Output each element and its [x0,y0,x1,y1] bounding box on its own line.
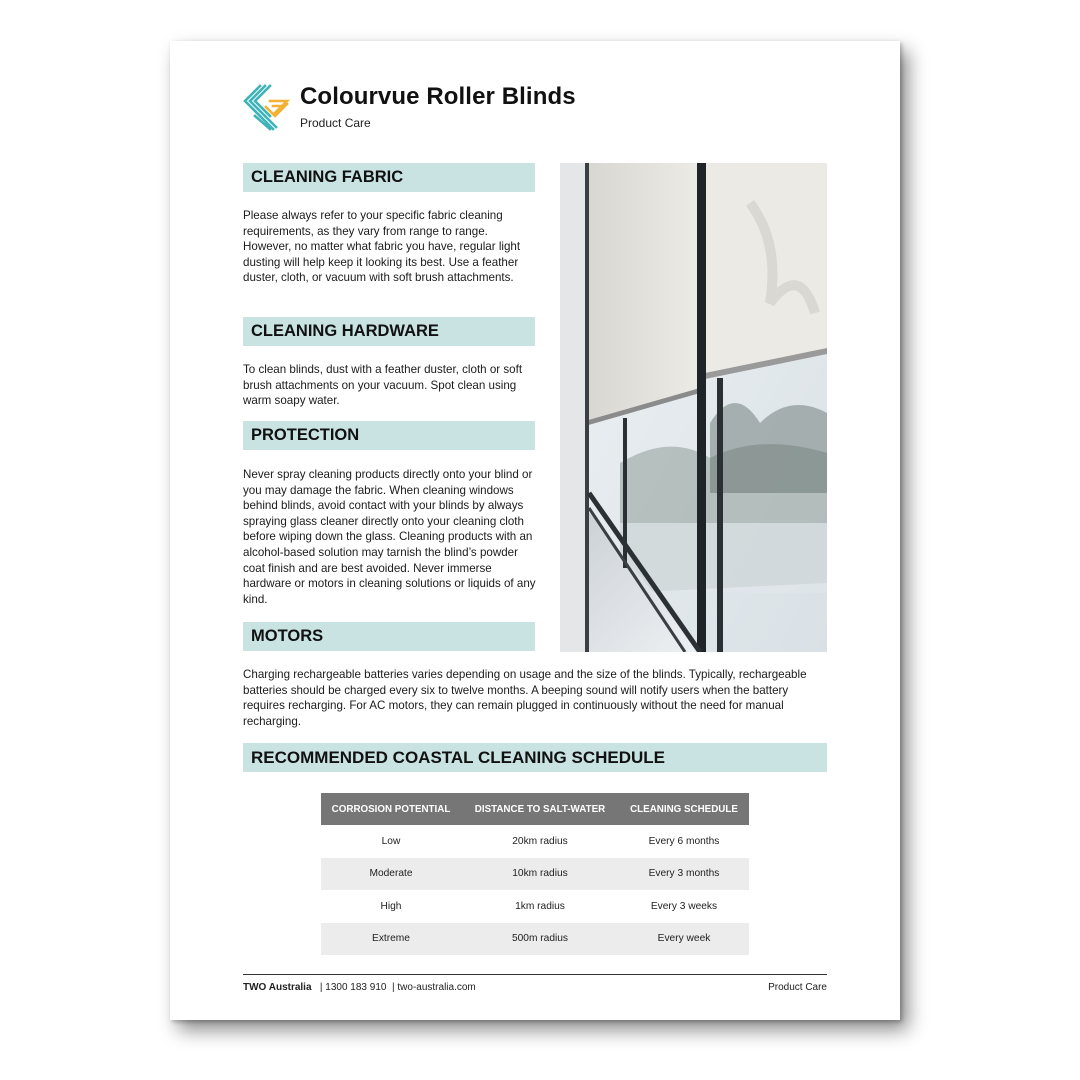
text-cleaning-hardware: To clean blinds, dust with a feather duster, cloth or soft brush attachments on your vacuum. Spot clean using warm soapy water. [243,363,523,408]
cell-schedule: Every week [657,933,711,945]
heading-cleaning-fabric: CLEANING FABRIC [243,163,535,192]
colourvue-logo-icon [242,83,290,131]
text-cleaning-fabric: Please always refer to your specific fabric cleaning requirements, as they vary from range to range. However, no matter what fabric you have, regular light dusting will help keep it looking its best. Use a feather duster, cloth, or vacuum with soft brush attachments. [243,209,521,285]
cell-schedule: Every 3 weeks [650,900,718,912]
footer-company: TWO Australia [243,982,312,993]
heading-protection: PROTECTION [243,421,535,450]
column-header-corrosion: CORROSION POTENTIAL [331,803,451,815]
footer-doc-label: Product Care [768,982,827,993]
cell-schedule: Every 6 months [648,835,720,847]
cell-distance: 20km radius [512,835,568,847]
heading-coastal-schedule: RECOMMENDED COASTAL CLEANING SCHEDULE [243,743,827,772]
heading-motors: MOTORS [243,622,535,651]
cell-schedule: Every 3 months [648,868,720,880]
cell-corrosion: Extreme [372,933,410,945]
column-header-distance: DISTANCE TO SALT-WATER [474,803,606,815]
footer-separator: | [319,982,323,993]
footer-phone: 1300 183 910 [325,982,387,993]
cleaning-schedule-table [321,793,749,955]
text-motors: Charging rechargeable batteries varies depending on usage and the size of the blinds. Typically, rechargeable batteries should be charged every six to twelve months. A beeping sound will notify users when the battery requires recharging. For AC motors, they can remain plugged in continuously without the need for manual recharging. [243,668,807,728]
table-row [321,825,749,858]
cell-distance: 500m radius [511,933,569,945]
footer-separator: | [392,982,395,993]
cell-corrosion: Moderate [369,868,413,880]
roller-blinds-photo [560,163,827,652]
table-header-row [321,793,749,825]
document-page [170,41,900,1020]
cell-distance: 1km radius [515,900,565,912]
footer-contact [243,982,476,993]
table-row [321,890,749,923]
column-header-schedule: CLEANING SCHEDULE [630,803,738,815]
cell-corrosion: Low [381,835,401,847]
footer-divider [243,974,827,975]
document-subtitle: Product Care [300,116,371,130]
cell-corrosion: High [380,900,402,912]
table-row [321,923,749,956]
heading-cleaning-hardware: CLEANING HARDWARE [243,317,535,346]
cell-distance: 10km radius [512,868,568,880]
footer-website: two-australia.com [397,982,476,993]
table-row [321,858,749,891]
text-protection: Never spray cleaning products directly onto your blind or you may damage the fabric. When cleaning windows behind blinds, avoid contact with your blinds by always spraying glass cleaner directly onto your cleaning cloth before wiping down the glass. Cleaning products with an alcohol-based solution may tarnish the blind’s powder coat finish and are best avoided. Never immerse hardware or motors in cleaning solutions or liquids of any kind. [243,468,536,606]
document-title: Colourvue Roller Blinds [300,83,576,110]
